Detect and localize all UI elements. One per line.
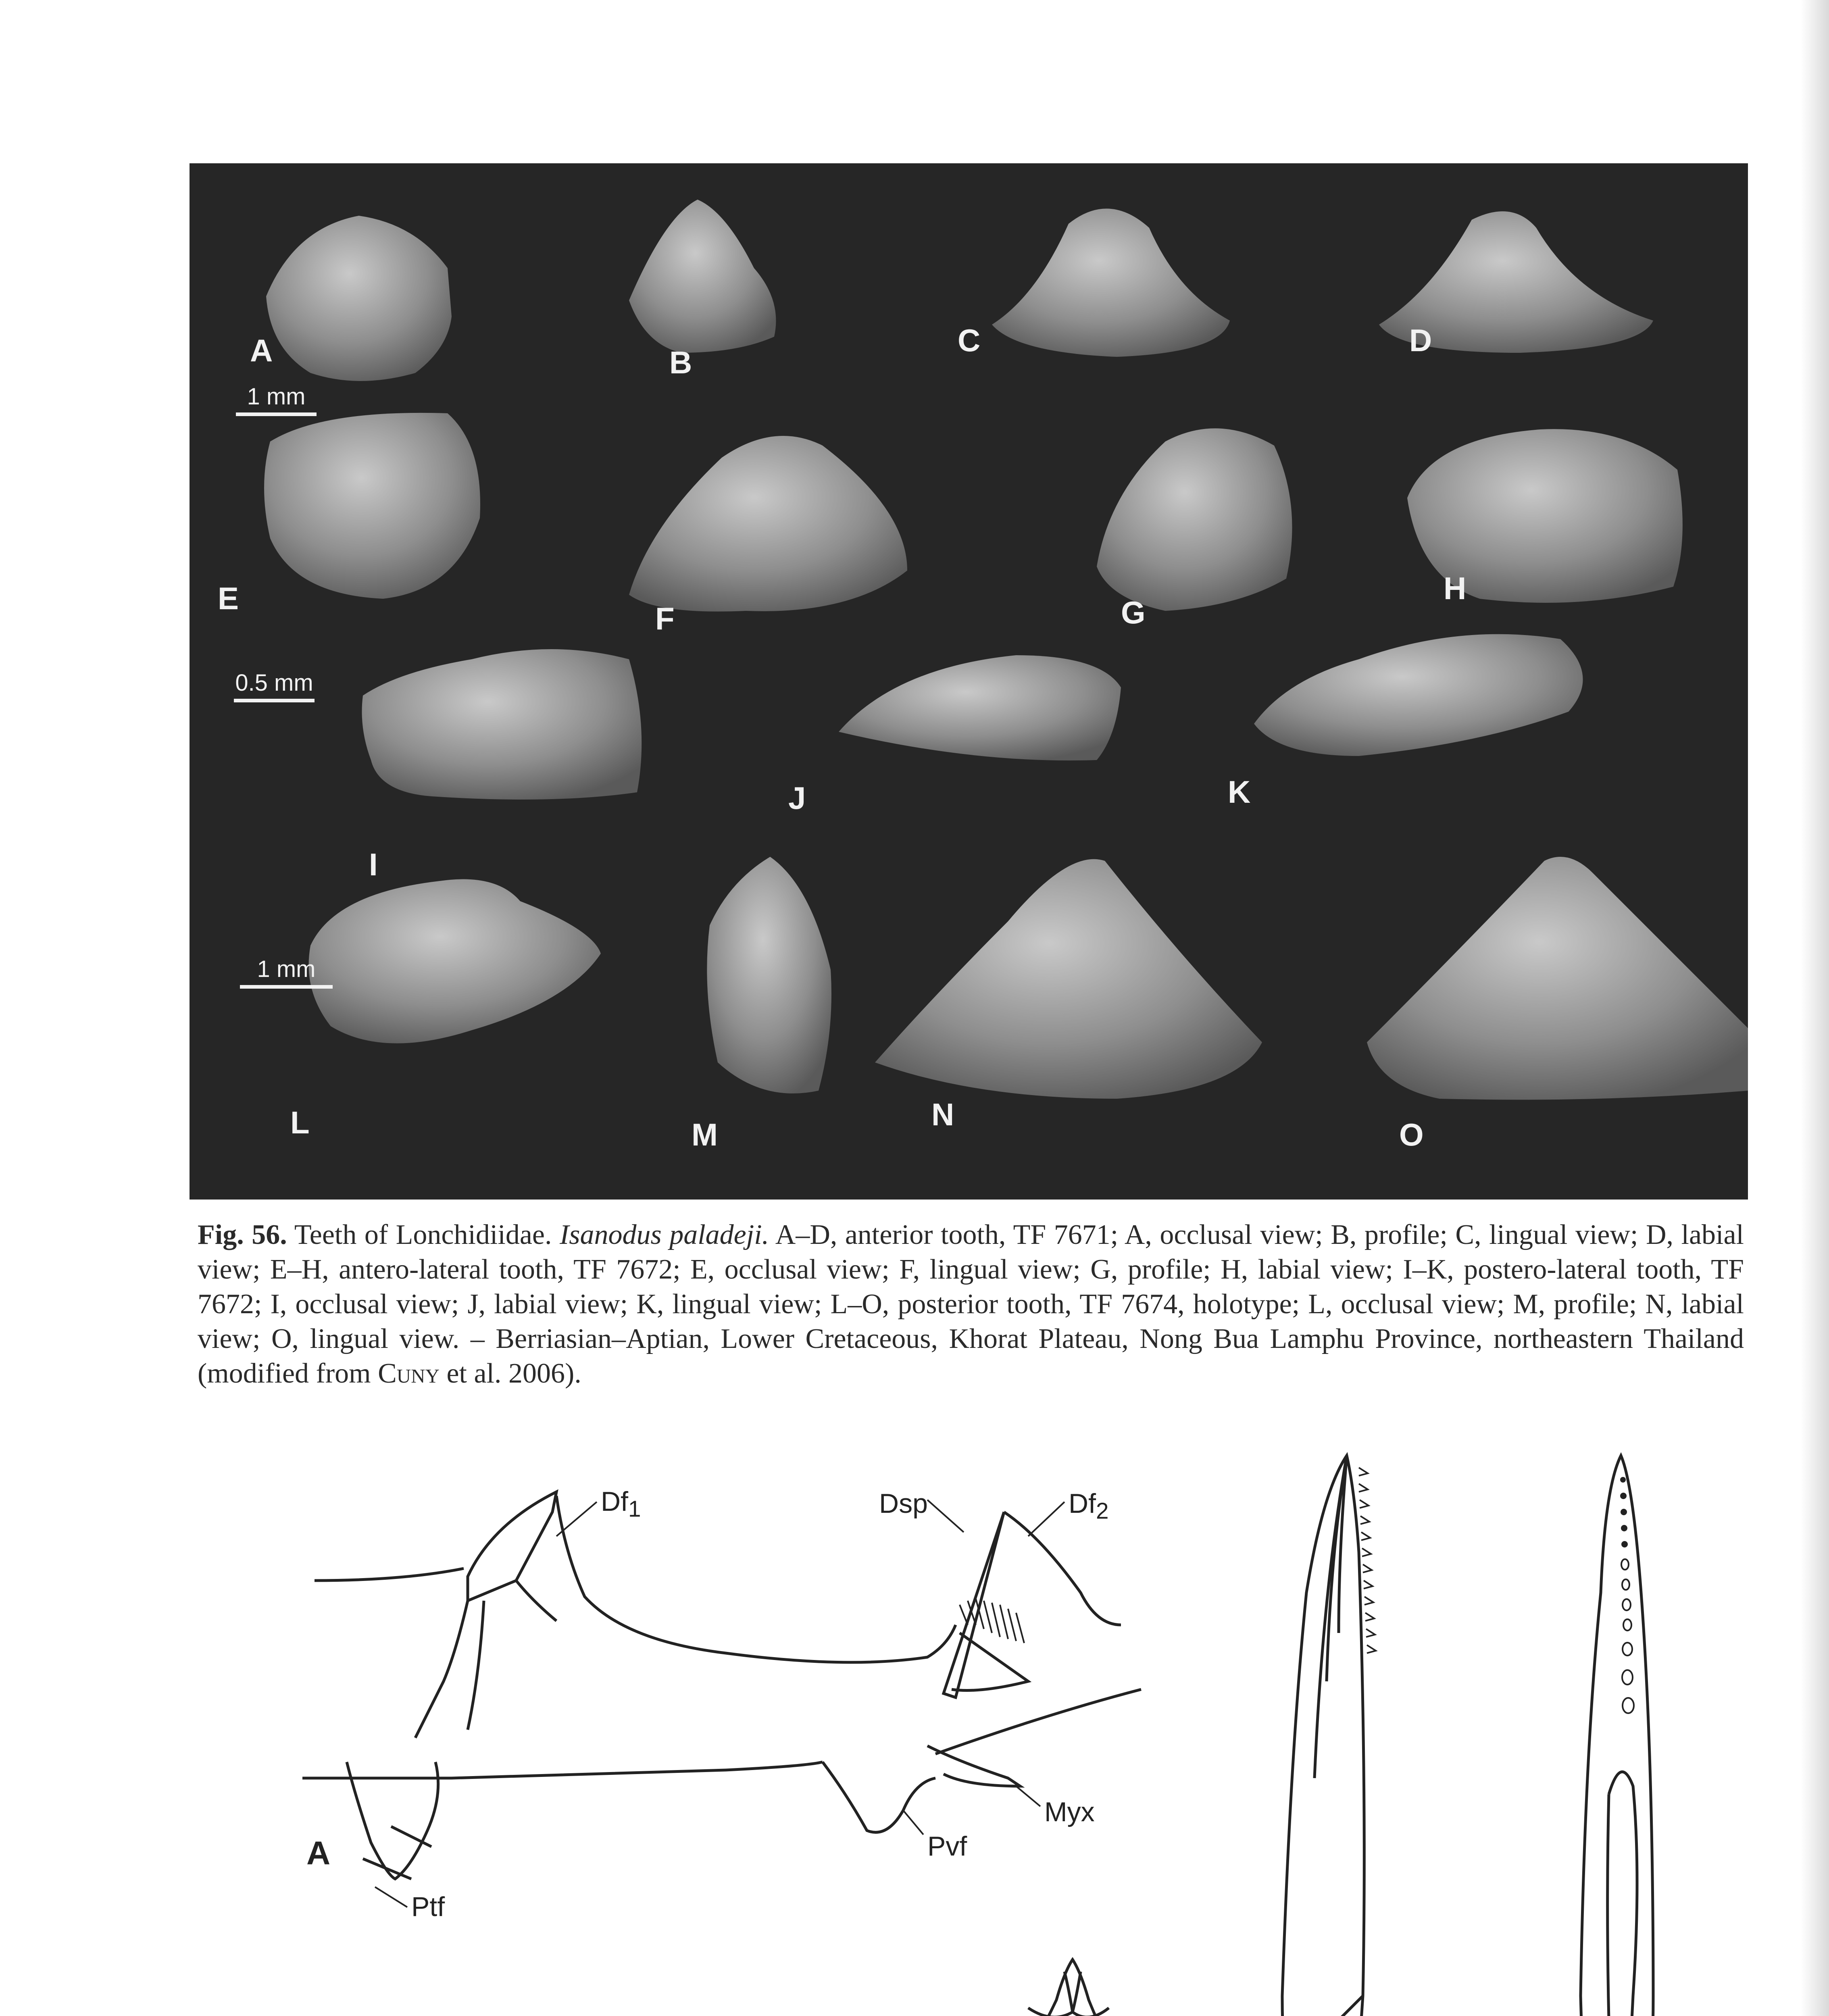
panel-label-e: E [218,581,239,616]
fig56-number: Fig. 56. [198,1219,287,1250]
fig56-author: Cuny [378,1358,440,1389]
label-df2 [1069,1488,1109,1524]
panel-label-k: K [1228,774,1251,810]
fig56-text-end: et al. 2006). [439,1358,581,1389]
scale-bar-line [234,699,315,702]
label-pvf: Pvf [927,1831,967,1862]
panel-letter-a: A [306,1835,331,1872]
tooth-b [629,200,776,353]
tooth-k [1254,634,1583,756]
scale-bar-1mm-top [236,383,317,416]
scale-bar-label: 0.5 mm [235,670,313,696]
scale-bar-label: 1 mm [247,383,306,410]
fin-spine-f [1581,1456,1653,2016]
fig56-caption [198,1218,1744,1391]
panel-label-j: J [788,780,806,816]
fin-spine-f-pores-open [1621,1559,1634,1713]
label-df1-text: Df [601,1486,628,1517]
panel-label-n: N [931,1097,954,1132]
panel-label-h: H [1444,571,1467,606]
panel-label-f: F [655,601,675,636]
tooth-c [992,208,1230,357]
fin-spine-e [1282,1456,1364,2016]
panel-label-a: A [250,333,273,368]
scale-bar-0-5mm [234,669,315,702]
label-myx: Myx [1044,1797,1095,1827]
panel-label-d: D [1409,323,1432,358]
label-df1 [601,1486,641,1522]
page-edge-shadow [1801,0,1829,2016]
tooth-g [1097,428,1292,611]
label-dsp: Dsp [879,1488,928,1519]
fin-spine-f-pores [1620,1477,1628,1547]
cephalic-spine-c [982,1960,1154,2016]
fig57-drawing [242,1431,1774,2016]
tooth-n [875,859,1262,1099]
tooth-o [1367,857,1748,1100]
spine-denticles [960,1599,1024,1643]
label-df2-sub: 2 [1096,1498,1109,1524]
fig56-specimens [190,163,1748,1200]
tooth-i [362,649,642,800]
panel-label-g: G [1121,595,1146,630]
label-df1-sub: 1 [628,1496,641,1522]
tooth-j [839,655,1121,760]
tooth-e [264,413,480,599]
panel-label-o: O [1399,1117,1424,1152]
fig56-title: Teeth of Lonchidiidae. [294,1219,552,1250]
panel-label-b: B [669,345,692,380]
fig56-text: A–D, anterior tooth, TF 7671; A, occlusal view; B, profile; C, lingual view; D, labial view; E–H, antero-lateral tooth, TF 7672; E, occlusal view; F, lingual view; G, profile; H, labial view; I–K, postero-lateral tooth, TF 7672; I, occlusal view; J, labial view; K, lingual view; L–O, posterior tooth, TF 7674, holotype; L, occlusal view; M, profile; N, labial view; O, lingual view. – Berriasian–Aptian, Lower Cretaceous, Khorat Plateau, Nong Bua Lamphu Province, northeastern Thailand (modified from [198,1219,1744,1389]
fig56-species: Isanodus paladeji. [559,1219,769,1250]
panel-label-i: I [369,847,378,882]
fig57-lines [242,1431,1774,2016]
tooth-m [707,857,831,1093]
tooth-f [629,436,907,612]
fig56-plate [190,163,1748,1200]
scale-bar-label: 1 mm [257,956,316,982]
tooth-a [266,216,452,381]
panel-label-l: L [290,1105,310,1140]
skeleton-outline [302,1492,1141,1879]
scale-bar-1mm-bottom [240,956,333,989]
scale-bar-line [236,412,317,416]
panel-label-c: C [958,323,981,358]
tooth-l [309,879,601,1043]
scale-bar-line [240,985,333,989]
label-df2-text: Df [1069,1488,1096,1519]
panel-label-m: M [692,1117,718,1152]
label-ptf: Ptf [411,1891,445,1922]
